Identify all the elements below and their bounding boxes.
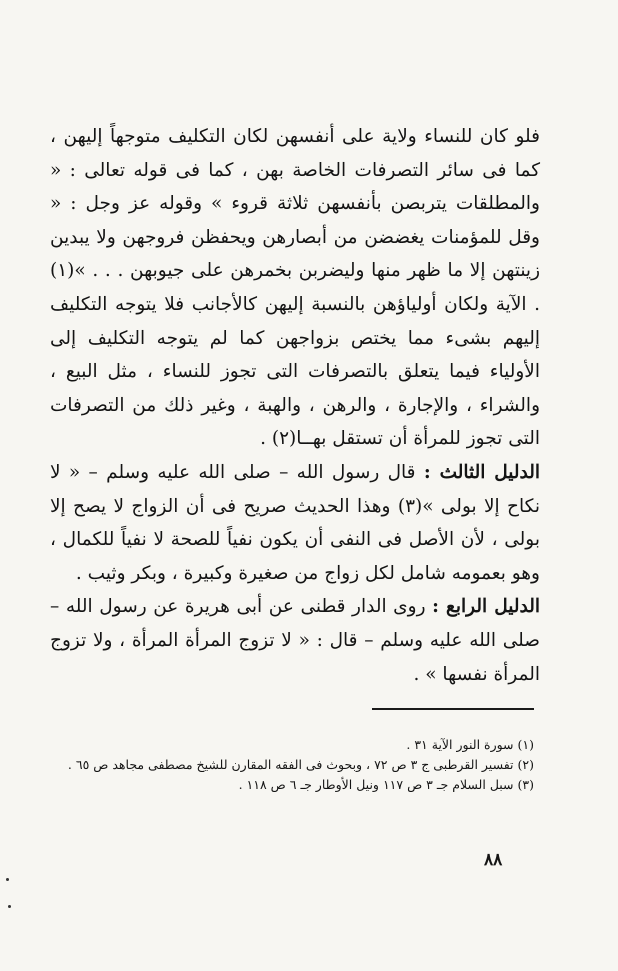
paragraph-3-text: روى الدار قطنى عن أبى هريرة عن رسول الله – صلى الله عليه وسلم – قال : « لا تزوج المرأة المرأة ، ولا تزوج المرأة نفسها » . — [50, 596, 540, 685]
paragraph-3-heading: الدليل الرابع : — [432, 596, 540, 618]
body-text — [50, 120, 540, 691]
footnote-2: (٢) تفسير القرطبى ج ٣ ص ٧٢ ، وبحوث فى الفقه المقارن للشيخ مصطفى مجاهد ص ٦٥ . — [67, 757, 534, 772]
paragraph-2-text: قال رسول الله – صلى الله عليه وسلم – « لا نكاح إلا بولى »(٣) وهذا الحديث صريح فى أن الزواج لا يصح إلا بولى ، لأن الأصل فى النفى أن يكون نفياً للصحة لا نفياً للكمال ، وهو بعمومه شامل لكل زواج من صغيرة وكبيرة ، وبكر وثيب . — [50, 461, 540, 584]
scan-speck — [6, 878, 9, 881]
footnote-3: (٣) سبل السلام جـ ٣ ص ١١٧ ونيل الأوطار جـ ٦ ص ١١٨ . — [238, 777, 534, 792]
page-number: ٨٨ — [484, 850, 503, 870]
footnotes — [48, 735, 534, 795]
footnote-1: (١) سورة النور الآية ٣١ . — [406, 737, 534, 752]
paragraph-2 — [50, 456, 540, 590]
paragraph-1-text: فلو كان للنساء ولاية على أنفسهن لكان التكليف متوجهاً إليهن ، كما فى سائر التصرفات الخاصة بهن ، كما فى قوله تعالى : « والمطلقات يتربصن بأنفسهن ثلاثة قروء » وقوله عز وجل : « وقل للمؤمنات يغضضن من أبصارهن ويحفظن فروجهن ولا يبدين زينتهن إلا ما ظهر منها وليضربن بخمرهن على جيوبهن . . . »(١) . الآية ولكان أولياؤهن بالنسبة إليهن كالأجانب فلا يتوجه التكليف إليهم بشىء مما يختص بزواجهن كما لم يتوجه التكليف إلى الأولياء فيما يتعلق بالتصرفات التى تجوز للنساء ، مثل البيع ، والشراء ، والإجارة ، والرهن ، والهبة ، وغير ذلك من التصرفات التى تجوز للمرأة أن تستقل بهــا(٢) . — [50, 126, 540, 450]
scan-speck — [8, 905, 11, 908]
paragraph-3 — [50, 590, 540, 691]
paragraph-2-heading: الدليل الثالث : — [423, 461, 540, 483]
paragraph-1 — [50, 120, 540, 456]
footnote-divider — [372, 708, 534, 710]
